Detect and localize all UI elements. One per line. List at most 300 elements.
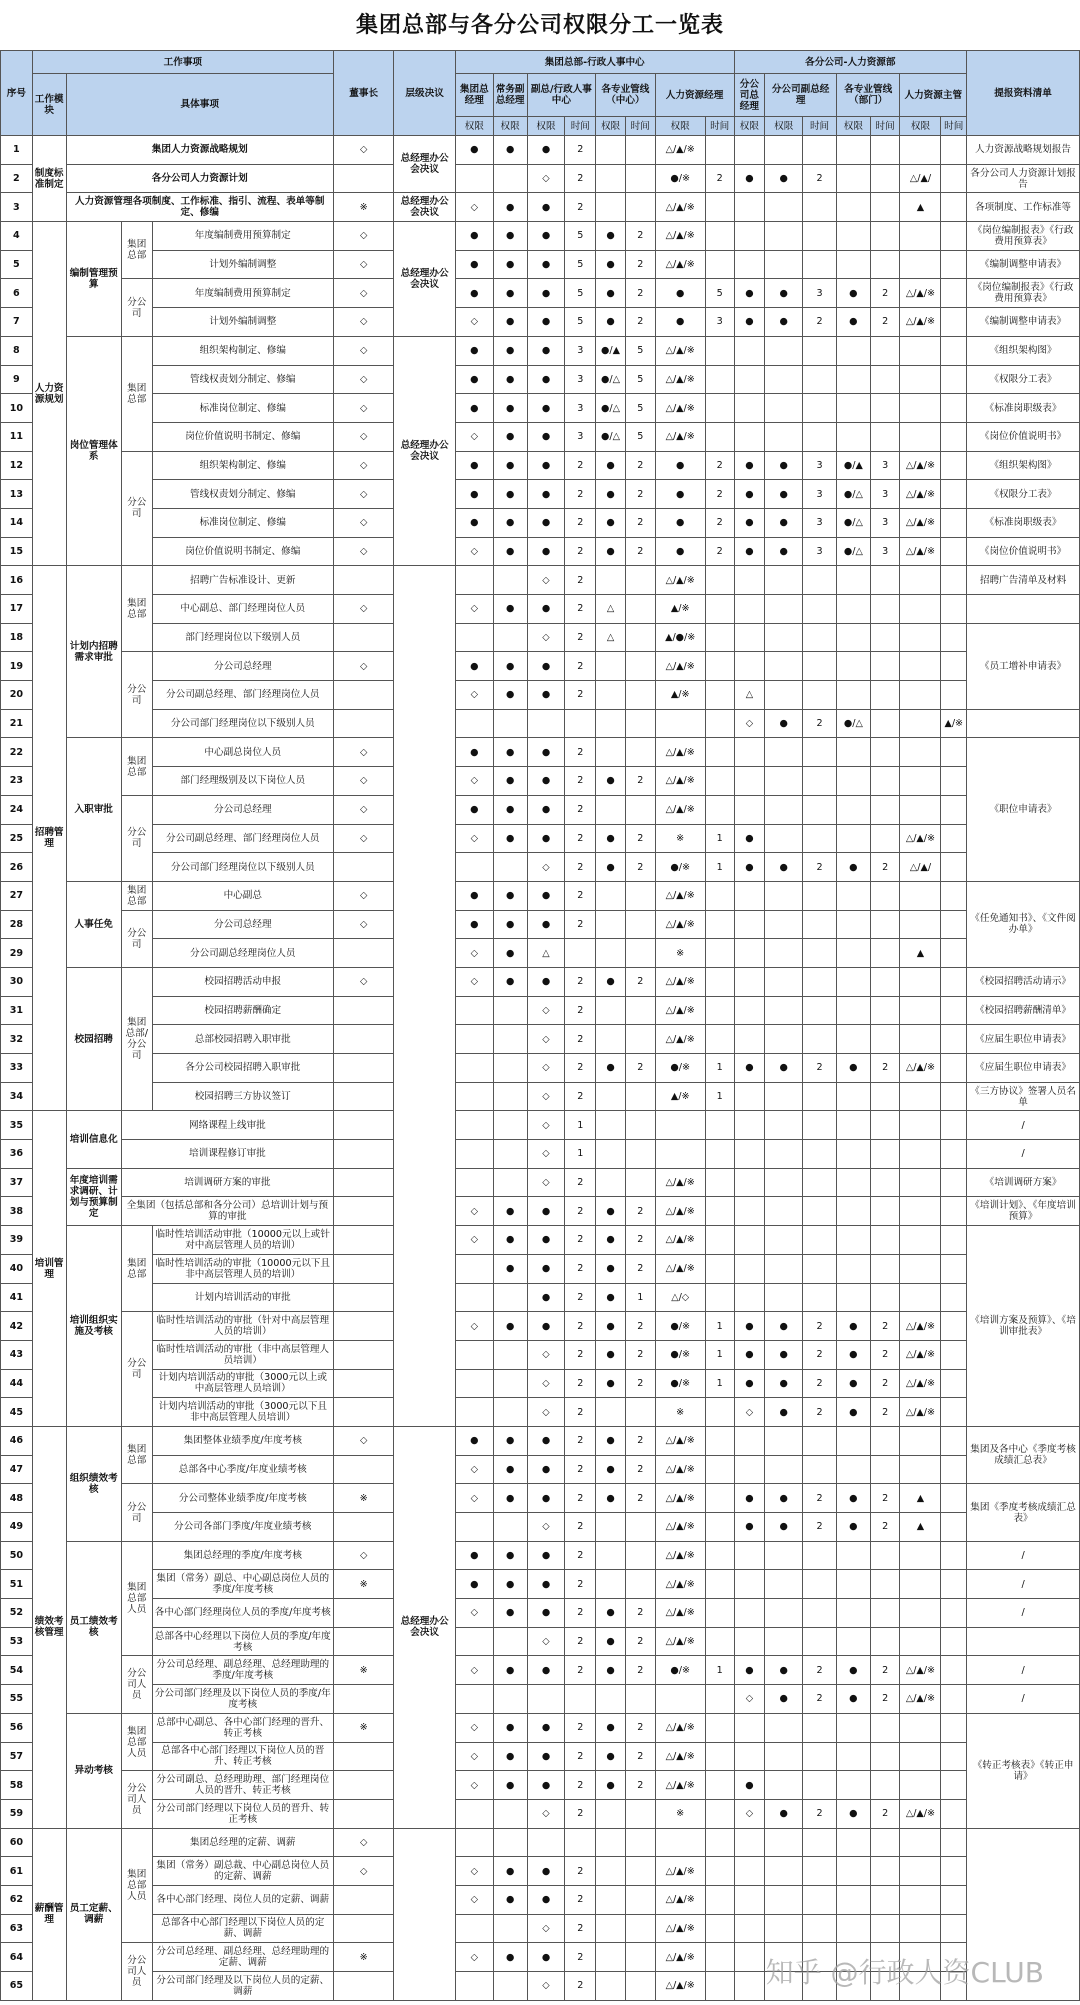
permission-cell: [765, 1226, 803, 1255]
chairman-cell: [333, 1599, 393, 1628]
permission-cell: ●: [527, 193, 565, 222]
reference-cell: 《培训方案及预算》、《培训审批表》: [967, 1226, 1080, 1427]
permission-cell: 3: [803, 451, 837, 480]
permission-cell: [900, 1254, 941, 1283]
item-cell: 分公司部门经理岗位以下级别人员: [152, 709, 333, 738]
permission-cell: [836, 767, 870, 796]
permission-cell: ▲/●/※: [655, 623, 705, 652]
item-cell: 年度编制费用预算制定: [152, 279, 333, 308]
permission-cell: ●: [765, 308, 803, 337]
permission-cell: 2: [705, 164, 734, 193]
permission-cell: ●: [527, 508, 565, 537]
table-row: [1, 1799, 1080, 1828]
permission-cell: 3: [565, 336, 596, 365]
permission-cell: [941, 222, 967, 251]
permission-cell: [765, 1914, 803, 1943]
permission-cell: [625, 1398, 655, 1427]
permission-cell: [705, 1455, 734, 1484]
permission-cell: [455, 1369, 493, 1398]
reference-cell: /: [967, 1685, 1080, 1714]
permission-cell: 2: [625, 250, 655, 279]
item-cell: 集团总经理的季度/年度考核: [152, 1541, 333, 1570]
permission-cell: [803, 1111, 837, 1140]
permission-cell: 1: [565, 1111, 596, 1140]
permission-cell: ●: [734, 164, 765, 193]
permission-cell: [900, 1082, 941, 1111]
permission-cell: [734, 939, 765, 968]
table-row: [1, 365, 1080, 394]
permission-cell: ●: [493, 1312, 527, 1341]
permission-cell: ◇: [734, 1799, 765, 1828]
permission-cell: ※: [655, 824, 705, 853]
permission-cell: [900, 709, 941, 738]
item-cell: 分公司各部门季度/年度业绩考核: [152, 1513, 333, 1542]
reference-cell: 招聘广告清单及材料: [967, 566, 1080, 595]
permission-cell: ●: [596, 1054, 626, 1083]
permission-cell: 5: [625, 336, 655, 365]
permission-cell: ●: [596, 222, 626, 251]
group-cell: 员工绩效考核: [66, 1541, 121, 1713]
item-cell: 校园招聘薪酬确定: [152, 996, 333, 1025]
permission-cell: △: [734, 681, 765, 710]
permission-cell: 2: [870, 1054, 900, 1083]
permission-cell: 3: [705, 308, 734, 337]
permission-cell: 2: [565, 652, 596, 681]
permission-cell: [734, 136, 765, 165]
permission-cell: [870, 1599, 900, 1628]
permission-cell: [734, 1885, 765, 1914]
permission-cell: 5: [625, 422, 655, 451]
permission-cell: [565, 939, 596, 968]
permission-cell: [836, 1914, 870, 1943]
permission-cell: [900, 1828, 941, 1857]
permission-cell: 2: [625, 1426, 655, 1455]
permission-cell: ●: [493, 1656, 527, 1685]
permission-cell: ◇: [527, 1513, 565, 1542]
permission-cell: [625, 1541, 655, 1570]
permission-cell: [596, 681, 626, 710]
permission-cell: ●: [734, 1771, 765, 1800]
permission-cell: ◇: [455, 824, 493, 853]
permission-cell: [705, 336, 734, 365]
permission-cell: 2: [565, 1656, 596, 1685]
permission-cell: ●: [493, 1742, 527, 1771]
permission-cell: △/▲/※: [655, 222, 705, 251]
reference-cell: 《员工增补申请表》: [967, 623, 1080, 709]
permission-cell: [836, 136, 870, 165]
subheader-perm: 权限: [455, 117, 493, 136]
permission-cell: 5: [565, 308, 596, 337]
row-number: 62: [1, 1885, 33, 1914]
permission-cell: △/▲/※: [655, 394, 705, 423]
permission-cell: 2: [565, 1972, 596, 2001]
chairman-cell: ◇: [333, 279, 393, 308]
permission-cell: [705, 365, 734, 394]
permission-cell: 1: [705, 1340, 734, 1369]
permission-cell: [900, 422, 941, 451]
permission-cell: ●: [493, 422, 527, 451]
row-number: 41: [1, 1283, 33, 1312]
table-row: [1, 853, 1080, 882]
permission-cell: ●/※: [655, 1369, 705, 1398]
permission-cell: ●: [836, 1513, 870, 1542]
permission-cell: [705, 1570, 734, 1599]
permission-cell: △/▲/※: [655, 336, 705, 365]
permission-cell: [734, 250, 765, 279]
permission-cell: [870, 1082, 900, 1111]
permission-cell: 2: [870, 279, 900, 308]
permission-cell: [803, 652, 837, 681]
permission-cell: ●: [734, 1513, 765, 1542]
reference-cell: 《岗位编制报表》《行政费用预算表》: [967, 279, 1080, 308]
permission-cell: ●: [527, 767, 565, 796]
permission-cell: ●: [596, 1226, 626, 1255]
permission-cell: [705, 1140, 734, 1169]
permission-cell: ●: [527, 394, 565, 423]
permission-cell: [705, 422, 734, 451]
permission-cell: [941, 1168, 967, 1197]
permission-cell: ●: [596, 250, 626, 279]
permission-cell: [941, 1799, 967, 1828]
permission-cell: [941, 193, 967, 222]
reference-cell: 《培训调研方案》: [967, 1168, 1080, 1197]
permission-cell: △/▲/※: [900, 279, 941, 308]
row-number: 38: [1, 1197, 33, 1226]
permission-cell: [836, 939, 870, 968]
permission-cell: [765, 824, 803, 853]
permission-cell: 2: [565, 1513, 596, 1542]
row-number: 28: [1, 910, 33, 939]
permission-cell: ◇: [455, 939, 493, 968]
permission-cell: [900, 365, 941, 394]
item-cell: 临时性培训活动的审批（10000元以下且非中高层管理人员的培训）: [152, 1254, 333, 1283]
permission-cell: [455, 709, 493, 738]
permission-cell: ◇: [455, 1455, 493, 1484]
permission-cell: ●: [836, 1369, 870, 1398]
permission-cell: [596, 652, 626, 681]
permission-cell: 2: [565, 1283, 596, 1312]
item-cell: 计划内培训活动的审批: [152, 1283, 333, 1312]
permission-cell: [941, 1599, 967, 1628]
permission-cell: [705, 1771, 734, 1800]
permission-cell: ●: [493, 652, 527, 681]
permission-cell: [803, 595, 837, 624]
chairman-cell: [333, 1799, 393, 1828]
permission-cell: [870, 681, 900, 710]
row-number: 24: [1, 795, 33, 824]
module-cell: 招聘管理: [32, 566, 66, 1111]
permission-cell: 2: [565, 1484, 596, 1513]
permission-cell: △/▲/※: [655, 1914, 705, 1943]
permission-cell: [455, 1140, 493, 1169]
reference-cell: /: [967, 1656, 1080, 1685]
permission-cell: [765, 566, 803, 595]
permission-cell: [900, 1283, 941, 1312]
permission-cell: 2: [803, 1513, 837, 1542]
chairman-cell: [333, 1685, 393, 1714]
reference-cell: 《应届生职位申请表》: [967, 1025, 1080, 1054]
permission-cell: [803, 967, 837, 996]
permission-cell: ●: [493, 1713, 527, 1742]
permission-cell: [900, 1455, 941, 1484]
reference-cell: 《三方协议》签署人员名单: [967, 1082, 1080, 1111]
permission-cell: 1: [705, 1082, 734, 1111]
subheader-perm: 权限: [655, 117, 705, 136]
chairman-cell: ※: [333, 1570, 393, 1599]
permission-cell: [870, 365, 900, 394]
permission-cell: 2: [565, 1312, 596, 1341]
permission-cell: △/▲/※: [655, 1857, 705, 1886]
reference-cell: 《标准岗职级表》: [967, 394, 1080, 423]
permission-cell: △/▲/※: [900, 480, 941, 509]
permission-cell: [565, 709, 596, 738]
table-row: [1, 1283, 1080, 1312]
permission-cell: 2: [565, 1340, 596, 1369]
permission-cell: [870, 222, 900, 251]
permission-cell: [596, 1857, 626, 1886]
permission-cell: 2: [565, 1914, 596, 1943]
item-cell: 中心副总岗位人员: [152, 738, 333, 767]
permission-cell: 2: [625, 1771, 655, 1800]
permission-cell: [836, 1599, 870, 1628]
reference-cell: [967, 709, 1080, 738]
permission-cell: [765, 910, 803, 939]
permission-cell: ●: [596, 1599, 626, 1628]
permission-cell: 2: [565, 1599, 596, 1628]
permission-cell: [765, 1541, 803, 1570]
permission-cell: 2: [625, 480, 655, 509]
page-title: 集团总部与各分公司权限分工一览表: [355, 12, 724, 38]
chairman-cell: [333, 623, 393, 652]
permission-cell: [493, 1168, 527, 1197]
permission-cell: ◇: [455, 422, 493, 451]
permission-cell: [836, 193, 870, 222]
permission-cell: △/▲/※: [655, 1943, 705, 1972]
permission-cell: 2: [565, 1168, 596, 1197]
chairman-cell: [333, 1742, 393, 1771]
permission-cell: ●: [527, 1455, 565, 1484]
chairman-cell: ◇: [333, 508, 393, 537]
permission-cell: [734, 767, 765, 796]
permission-cell: ◇: [527, 1369, 565, 1398]
permission-cell: [941, 853, 967, 882]
permission-cell: ●: [765, 164, 803, 193]
permission-cell: ●: [493, 136, 527, 165]
dept-cell: 集团总部: [121, 881, 152, 910]
permission-cell: ●/※: [655, 1054, 705, 1083]
permission-cell: [765, 1168, 803, 1197]
permission-cell: [596, 795, 626, 824]
item-cell: 临时性培训活动审批（10000元以上或针对中高层管理人员的培训）: [152, 1226, 333, 1255]
item-cell: 分公司总经理、副总经理、总经理助理的定薪、调薪: [152, 1943, 333, 1972]
permission-cell: △/▲/※: [655, 1570, 705, 1599]
permission-cell: [900, 1426, 941, 1455]
permission-cell: 3: [870, 480, 900, 509]
row-number: 5: [1, 250, 33, 279]
permission-cell: [596, 164, 626, 193]
permission-cell: [655, 1140, 705, 1169]
permission-cell: 5: [565, 250, 596, 279]
permission-cell: ●: [455, 1570, 493, 1599]
permission-cell: [734, 1713, 765, 1742]
permission-cell: ●: [527, 1656, 565, 1685]
permission-cell: [941, 1054, 967, 1083]
row-number: 25: [1, 824, 33, 853]
reference-cell: 《职位申请表》: [967, 738, 1080, 881]
permission-cell: [941, 652, 967, 681]
permission-cell: △/▲/※: [900, 1369, 941, 1398]
permission-cell: [765, 1627, 803, 1656]
permission-cell: 2: [565, 681, 596, 710]
permission-cell: [493, 1111, 527, 1140]
header-col-br-hr: 人力资源主管: [900, 74, 967, 117]
permission-cell: [900, 996, 941, 1025]
permission-cell: ◇: [455, 308, 493, 337]
permission-cell: [705, 996, 734, 1025]
permission-cell: △/▲/※: [655, 1484, 705, 1513]
permission-cell: ●: [596, 1369, 626, 1398]
reference-cell: 《标准岗职级表》: [967, 508, 1080, 537]
permission-cell: [803, 996, 837, 1025]
permission-cell: [941, 910, 967, 939]
dept-cell: 分公司: [121, 451, 152, 566]
permission-cell: [455, 1972, 493, 2001]
permission-cell: [803, 1426, 837, 1455]
permission-cell: [455, 853, 493, 882]
permission-cell: [900, 681, 941, 710]
subheader-perm: 权限: [900, 117, 941, 136]
permission-cell: ◇: [455, 1599, 493, 1628]
permission-cell: △/▲/※: [900, 1799, 941, 1828]
permission-cell: ◇: [527, 623, 565, 652]
permission-cell: [493, 1627, 527, 1656]
permission-cell: ●: [734, 1312, 765, 1341]
permission-cell: [836, 738, 870, 767]
table-row: [1, 681, 1080, 710]
permission-cell: [941, 250, 967, 279]
permission-cell: [941, 1885, 967, 1914]
permission-cell: [455, 623, 493, 652]
chairman-cell: ※: [333, 1943, 393, 1972]
dept-cell: 集团总部: [121, 566, 152, 652]
permission-cell: [734, 1197, 765, 1226]
group-cell: 计划内招聘需求审批: [66, 566, 121, 738]
permission-cell: 2: [803, 709, 837, 738]
permission-cell: [565, 1685, 596, 1714]
permission-cell: [836, 336, 870, 365]
permission-cell: △/▲/※: [900, 1054, 941, 1083]
permission-cell: [765, 795, 803, 824]
subheader-time: 时间: [803, 117, 837, 136]
permission-cell: 2: [625, 1226, 655, 1255]
permission-cell: △/▲/※: [655, 1254, 705, 1283]
table-row: [1, 1398, 1080, 1427]
chairman-cell: [333, 1885, 393, 1914]
item-cell: 管线权责划分制定、修编: [152, 365, 333, 394]
permission-cell: [734, 1168, 765, 1197]
permission-cell: [765, 1570, 803, 1599]
table-row: [1, 1885, 1080, 1914]
permission-table: [0, 50, 1080, 2001]
chairman-cell: [333, 1972, 393, 2001]
permission-cell: ●: [734, 279, 765, 308]
table-row: [1, 1771, 1080, 1800]
permission-cell: 2: [565, 623, 596, 652]
chairman-cell: ◇: [333, 595, 393, 624]
header-col-vp-hr: 副总/行政人事中心: [527, 74, 596, 117]
permission-cell: 2: [565, 1369, 596, 1398]
permission-cell: ●: [596, 279, 626, 308]
reference-cell: 《岗位编制报表》《行政费用预算表》: [967, 222, 1080, 251]
permission-cell: [625, 1885, 655, 1914]
item-cell: 组织架构制定、修编: [152, 451, 333, 480]
permission-cell: ●: [455, 222, 493, 251]
permission-cell: 2: [625, 537, 655, 566]
permission-cell: ●: [455, 508, 493, 537]
permission-cell: △/▲/※: [655, 136, 705, 165]
permission-cell: ●: [836, 1685, 870, 1714]
permission-cell: [870, 1168, 900, 1197]
permission-cell: [836, 967, 870, 996]
subheader-time: 时间: [705, 117, 734, 136]
row-number: 9: [1, 365, 33, 394]
subheader-perm: 权限: [734, 117, 765, 136]
permission-cell: 3: [870, 451, 900, 480]
permission-cell: [765, 1111, 803, 1140]
permission-cell: 3: [803, 537, 837, 566]
row-number: 46: [1, 1426, 33, 1455]
permission-cell: ●/△: [836, 508, 870, 537]
permission-cell: 3: [803, 508, 837, 537]
permission-cell: ●/※: [655, 164, 705, 193]
permission-cell: ●: [734, 1484, 765, 1513]
permission-cell: 2: [565, 996, 596, 1025]
permission-cell: [734, 1742, 765, 1771]
permission-cell: [836, 1254, 870, 1283]
permission-cell: ◇: [527, 1340, 565, 1369]
permission-cell: [941, 1226, 967, 1255]
permission-cell: ●: [527, 652, 565, 681]
permission-cell: 2: [870, 1340, 900, 1369]
permission-cell: [705, 1627, 734, 1656]
permission-cell: 1: [705, 1369, 734, 1398]
decision-cell: 总经理办公会决议: [394, 336, 455, 566]
permission-cell: [734, 1914, 765, 1943]
permission-cell: ●: [527, 1197, 565, 1226]
permission-cell: [941, 1197, 967, 1226]
permission-cell: [900, 1771, 941, 1800]
permission-cell: [596, 1685, 626, 1714]
permission-cell: [705, 910, 734, 939]
permission-cell: [765, 136, 803, 165]
permission-cell: [655, 709, 705, 738]
permission-cell: [870, 1570, 900, 1599]
permission-cell: ●: [527, 422, 565, 451]
permission-cell: △/▲/※: [900, 508, 941, 537]
permission-cell: △/▲/※: [655, 1972, 705, 2001]
group-cell: 培训信息化: [66, 1111, 121, 1168]
permission-cell: [705, 1972, 734, 2001]
permission-cell: 2: [870, 1685, 900, 1714]
permission-cell: 1: [625, 1283, 655, 1312]
permission-cell: [705, 1025, 734, 1054]
permission-cell: ●: [836, 279, 870, 308]
permission-cell: △/▲/※: [900, 1340, 941, 1369]
permission-cell: [803, 1082, 837, 1111]
chairman-cell: ◇: [333, 422, 393, 451]
permission-cell: [705, 738, 734, 767]
permission-cell: [836, 250, 870, 279]
